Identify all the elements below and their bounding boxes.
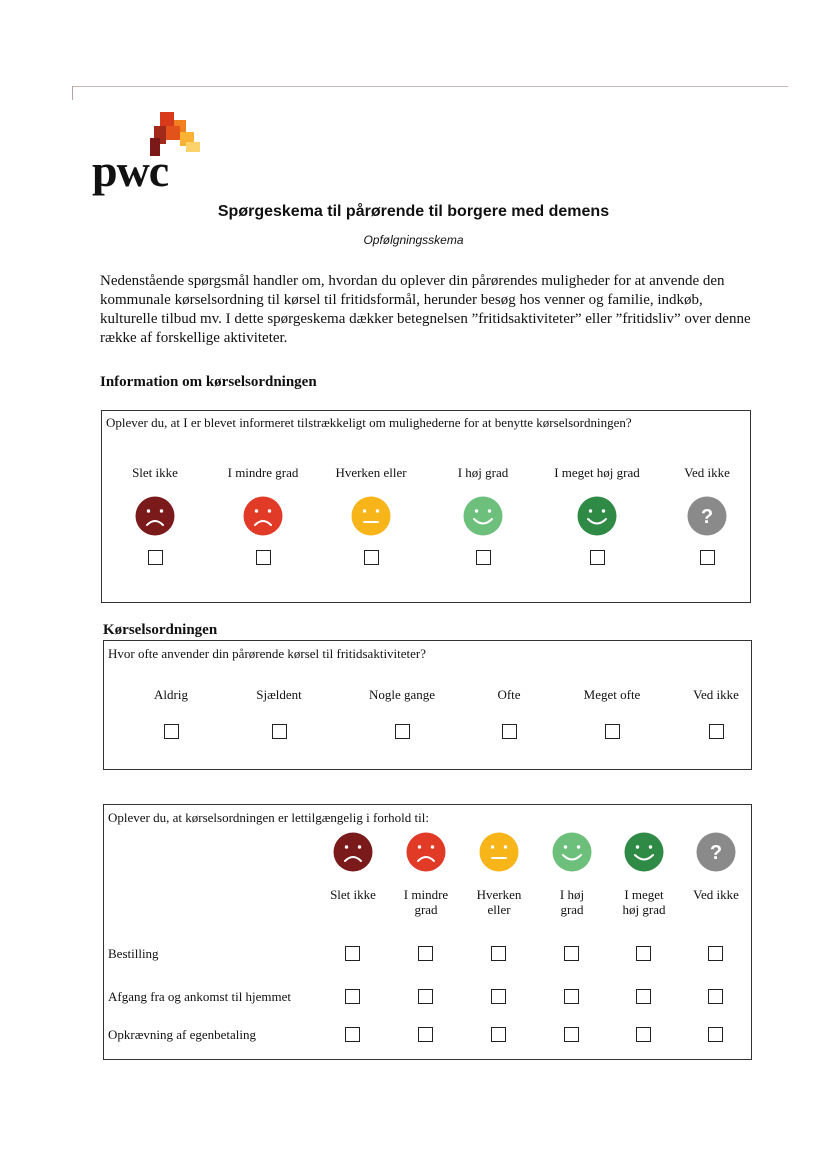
s3-column-header-line: I mindre [403, 887, 449, 902]
s3-row-checkbox[interactable] [636, 1027, 651, 1042]
s3-column-header-line: høj grad [622, 902, 666, 917]
happy-face-icon [552, 832, 592, 872]
intro-paragraph: Nedenstående spørgsmål handler om, hvordan du oplever din pårørendes muligheder for at anvende den kommunale kørselsordning til kørsel til fritidsformål, herunder besøg hos venner og familie, indkøb, kulturelle tilbud mv. I dette spørgeskema dækker betegnelsen ”fritidsaktiviteter” eller ”fritidsliv” over denne række af forskellige aktiviteter. [100, 273, 751, 346]
svg-text:?: ? [709, 842, 723, 864]
s3-row-checkbox[interactable] [636, 989, 651, 1004]
s3-column-header-line: grad [414, 902, 438, 917]
s2-option-checkbox[interactable] [502, 724, 517, 739]
s3-row-checkbox[interactable] [418, 1027, 433, 1042]
s3-row-checkbox[interactable] [345, 1027, 360, 1042]
s2-option-checkbox[interactable] [605, 724, 620, 739]
s3-row-checkbox[interactable] [491, 946, 506, 961]
question-information: Oplever du, at I er blevet informeret tilstrækkeligt om mulighederne for at benytte kørselsordningen? [106, 415, 632, 430]
s3-row-checkbox[interactable] [418, 989, 433, 1004]
s3-column-header [318, 887, 388, 902]
s2-option-checkbox[interactable] [395, 724, 410, 739]
s2-option-label: Ved ikke [693, 687, 739, 702]
neutral-face-icon [351, 496, 391, 536]
s3-row-checkbox[interactable] [708, 946, 723, 961]
very-happy-face-icon [577, 496, 617, 536]
svg-text:?: ? [700, 506, 714, 528]
s3-row-checkbox[interactable] [564, 989, 579, 1004]
s3-column-header [537, 887, 607, 917]
s3-row-checkbox[interactable] [345, 989, 360, 1004]
neutral-face-icon [479, 832, 519, 872]
s2-option-label: Ofte [497, 687, 521, 702]
s1-option-label: I meget høj grad [554, 465, 640, 480]
s3-row-checkbox[interactable] [564, 1027, 579, 1042]
s1-option-label: Slet ikke [132, 465, 178, 480]
s3-column-header [681, 887, 751, 902]
s3-row-checkbox[interactable] [708, 989, 723, 1004]
unknown-face-icon [687, 496, 727, 536]
s1-option-checkbox[interactable] [364, 550, 379, 565]
s3-column-header-line: grad [560, 902, 584, 917]
s2-option-label: Nogle gange [368, 687, 436, 702]
s3-row-checkbox[interactable] [491, 989, 506, 1004]
s2-option-label: Aldrig [154, 687, 188, 702]
very-sad-face-icon [135, 496, 175, 536]
page-title: Spørgeskema til pårørende til borgere med demens [217, 203, 610, 220]
s1-option-checkbox[interactable] [256, 550, 271, 565]
s3-row-checkbox[interactable] [636, 946, 651, 961]
question-accessibility: Oplever du, at kørselsordningen er lettilgængelig i forhold til: [108, 810, 429, 825]
s3-row-label: Bestilling [108, 946, 159, 961]
s1-option-label: I mindre grad [227, 465, 299, 480]
section-heading-korselsordningen: Kørselsordningen [103, 622, 218, 638]
s3-column-header-line: eller [487, 902, 511, 917]
happy-face-icon [463, 496, 503, 536]
very-sad-face-icon [333, 832, 373, 872]
s1-option-checkbox[interactable] [148, 550, 163, 565]
s3-row-checkbox[interactable] [564, 946, 579, 961]
s3-row-checkbox[interactable] [708, 1027, 723, 1042]
s3-column-header [464, 887, 534, 917]
s2-option-checkbox[interactable] [272, 724, 287, 739]
s3-column-header-line: Slet ikke [330, 887, 376, 902]
s1-option-checkbox[interactable] [476, 550, 491, 565]
s3-row-label: Afgang fra og ankomst til hjemmet [108, 989, 292, 1004]
s3-row-checkbox[interactable] [491, 1027, 506, 1042]
section-heading-information: Information om kørselsordningen [100, 374, 317, 390]
s3-column-header-line: Ved ikke [693, 887, 739, 902]
header-rule-tick [72, 86, 73, 100]
s3-column-header-line: Hverken [476, 887, 522, 902]
s3-row-checkbox[interactable] [345, 946, 360, 961]
s1-option-label: Hverken eller [335, 465, 407, 480]
s2-option-checkbox[interactable] [164, 724, 179, 739]
s1-option-label: Ved ikke [684, 465, 730, 480]
page-subtitle: Opfølgningsskema [363, 233, 464, 247]
sad-face-icon [406, 832, 446, 872]
s1-option-checkbox[interactable] [700, 550, 715, 565]
header-rule [72, 86, 788, 87]
pwc-logo-text: pwc [92, 145, 169, 196]
s3-row-label: Opkrævning af egenbetaling [108, 1027, 257, 1042]
s3-column-header-line: I høj [559, 887, 585, 902]
s3-column-header [391, 887, 461, 917]
very-happy-face-icon [624, 832, 664, 872]
s3-column-header [609, 887, 679, 917]
s3-row-checkbox[interactable] [418, 946, 433, 961]
unknown-face-icon [696, 832, 736, 872]
question-frequency: Hvor ofte anvender din pårørende kørsel til fritidsaktiviteter? [108, 646, 427, 661]
s2-option-label: Meget ofte [583, 687, 641, 702]
s2-option-checkbox[interactable] [709, 724, 724, 739]
s1-option-label: I høj grad [457, 465, 509, 480]
sad-face-icon [243, 496, 283, 536]
s3-column-header-line: I meget [624, 887, 664, 902]
s1-option-checkbox[interactable] [590, 550, 605, 565]
question-box-information [101, 410, 751, 603]
s2-option-label: Sjældent [256, 687, 302, 702]
